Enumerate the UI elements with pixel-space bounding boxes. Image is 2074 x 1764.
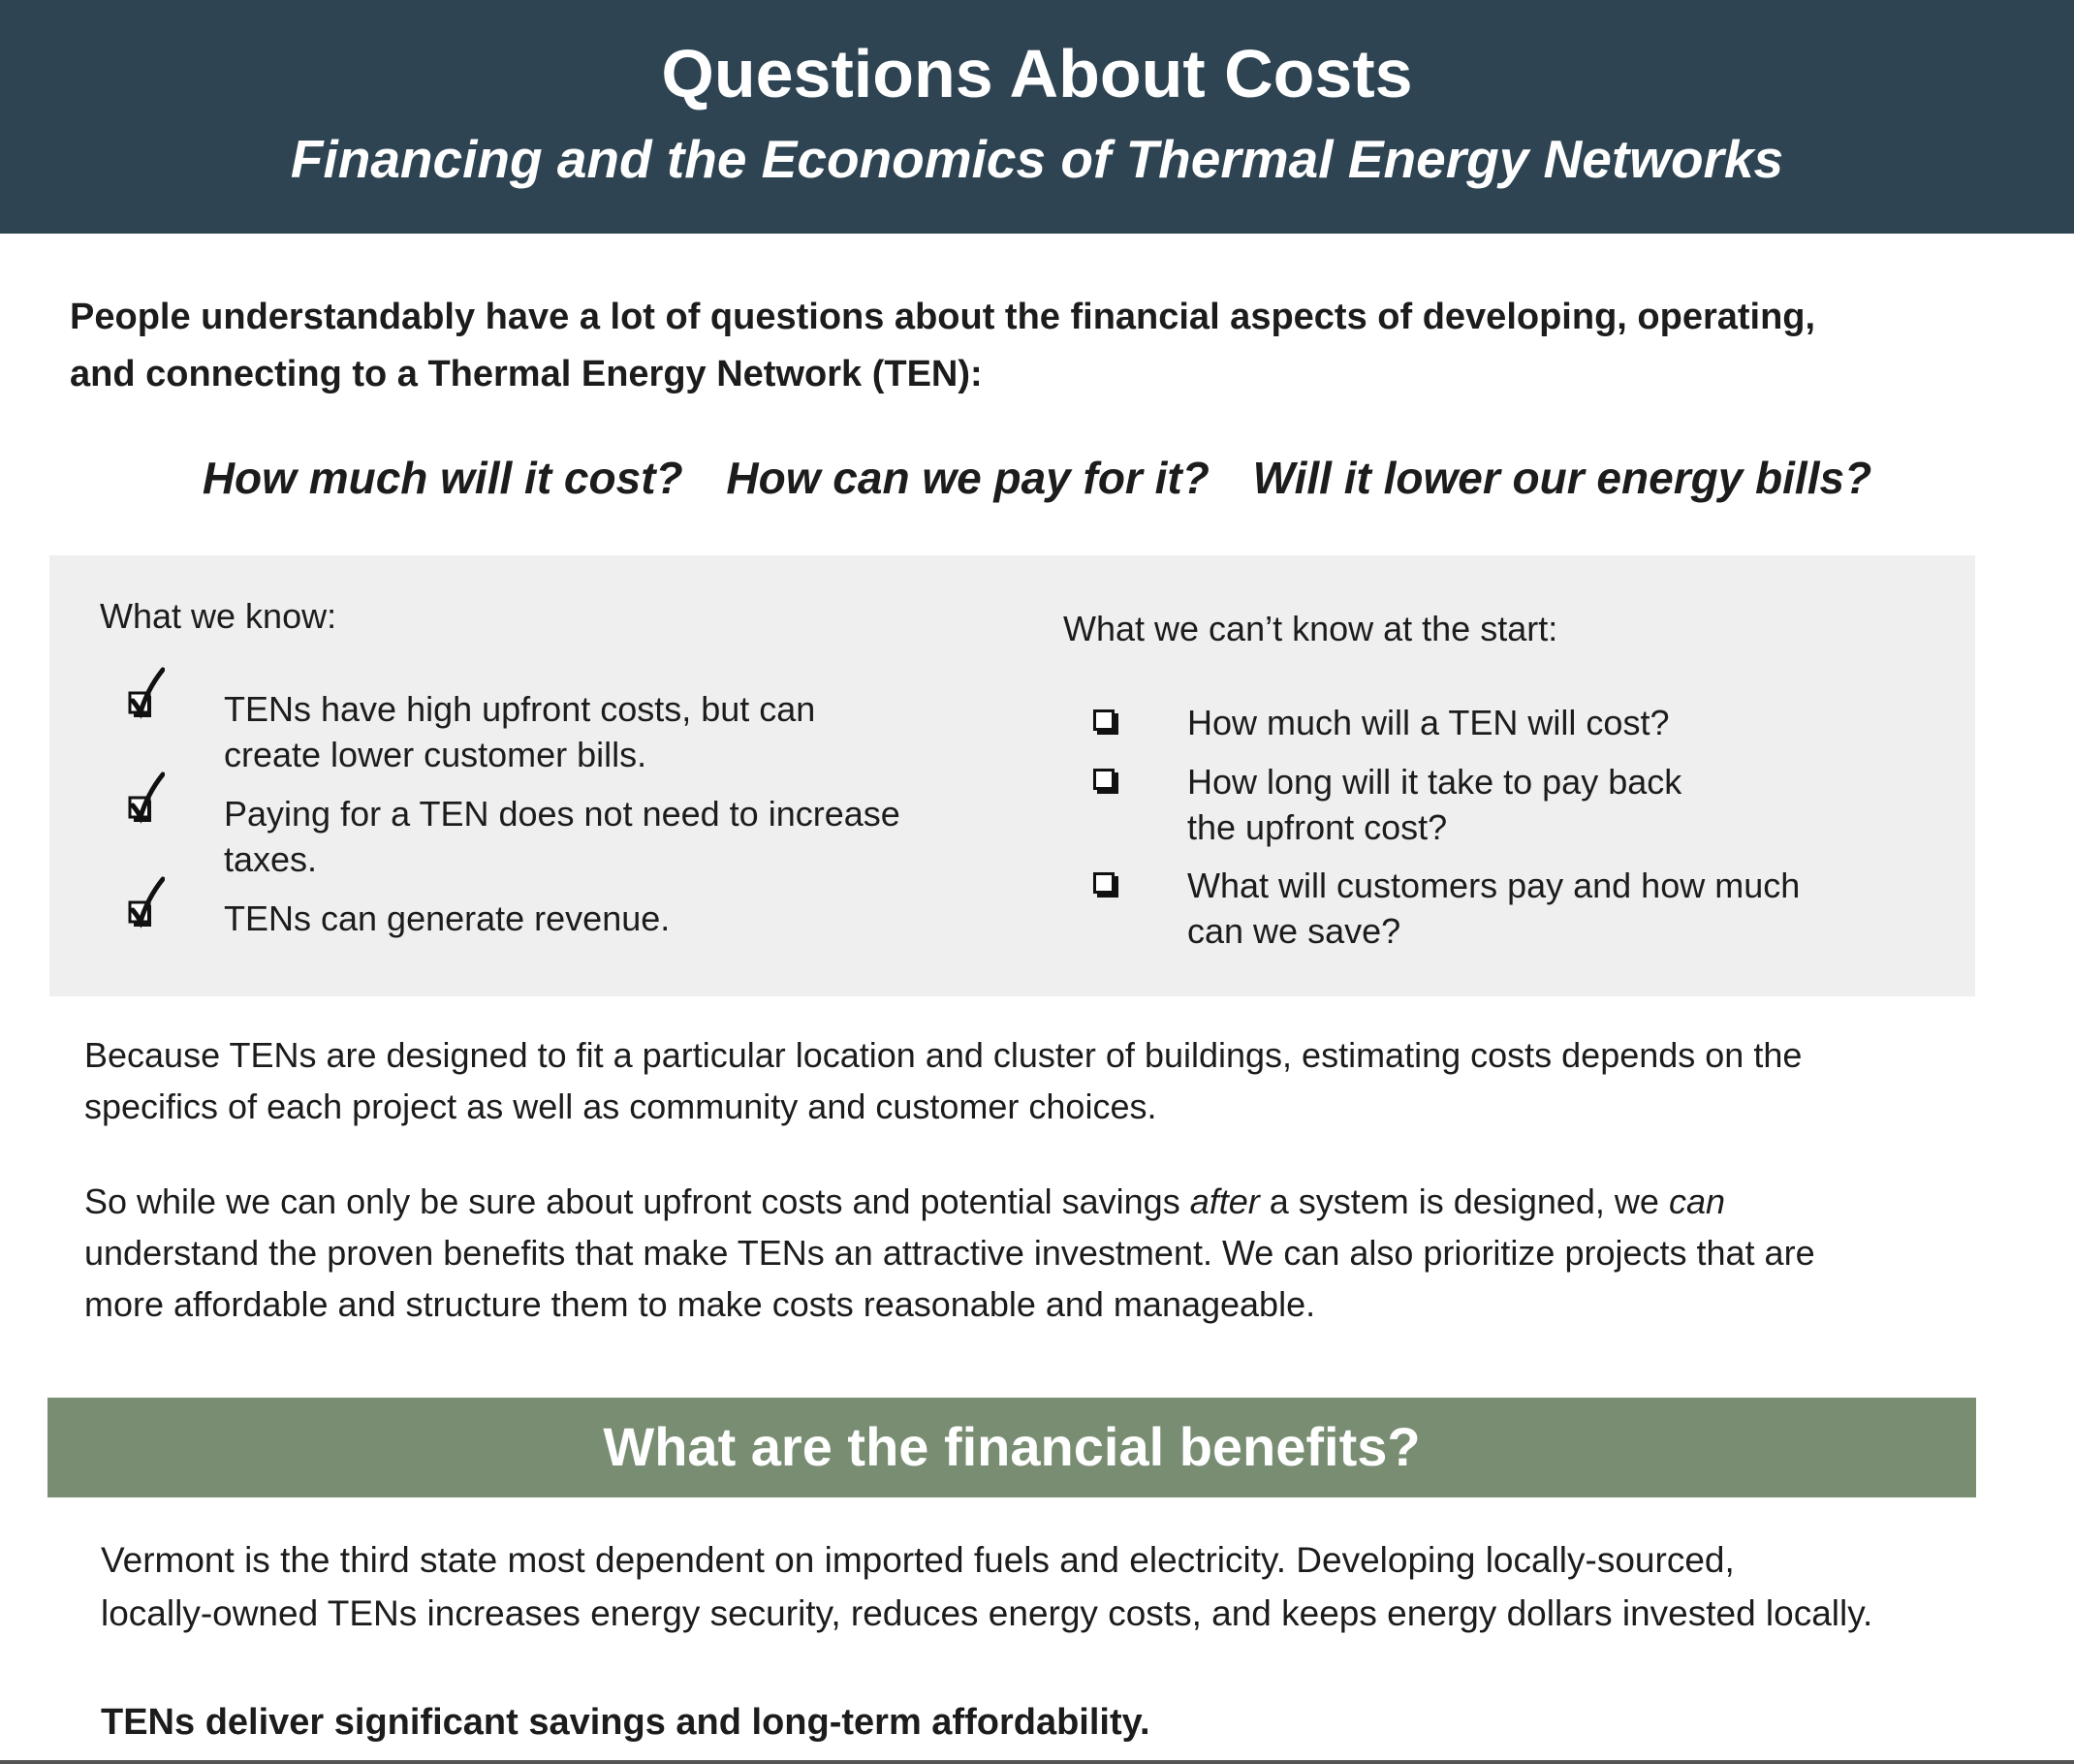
know-item — [224, 896, 670, 941]
checkbox-empty-icon — [1093, 769, 1115, 790]
page-title: Questions About Costs — [661, 36, 1413, 111]
page-subtitle: Financing and the Economics of Thermal Energy Networks — [290, 129, 1784, 189]
intro-text — [70, 289, 2027, 403]
section-heading: What are the financial benefits? — [603, 1416, 1421, 1477]
checkmark-icon — [126, 873, 165, 931]
intro-line: and connecting to a Thermal Energy Network (TEN): — [70, 354, 983, 394]
paragraph-design — [84, 1029, 2023, 1132]
know-item — [224, 686, 815, 777]
unknown-item — [1187, 700, 1669, 745]
section-banner — [47, 1398, 1976, 1497]
unknown-item-text: the upfront cost? — [1187, 807, 1448, 847]
unknown-item-text: How long will it take to pay back — [1187, 762, 1682, 802]
intro-line: People understandably have a lot of questions about the financial aspects of developing, operating, — [70, 297, 1816, 337]
unknown-heading: What we can’t know at the start: — [1063, 609, 1558, 648]
unknown-item-text: can we save? — [1187, 911, 1401, 951]
question-bills: Will it lower our energy bills? — [1252, 453, 1872, 503]
unknown-item — [1187, 759, 1681, 850]
paragraph-line: Vermont is the third state most dependent on imported fuels and electricity. Developing locally-sourced, — [101, 1540, 1735, 1580]
know-item — [224, 791, 900, 882]
know-item-text: taxes. — [224, 839, 318, 879]
checkmark-icon — [126, 664, 165, 722]
know-item-text: create lower customer bills. — [224, 735, 647, 774]
unknown-item-text: How much will a TEN will cost? — [1187, 703, 1670, 742]
question-cost: How much will it cost? — [202, 453, 683, 503]
page-edge-divider — [0, 1760, 2074, 1764]
paragraph-line: Because TENs are designed to fit a particular location and cluster of buildings, estimating costs depends on the — [84, 1035, 1803, 1075]
know-item-text: TENs have high upfront costs, but can — [224, 689, 816, 729]
know-item-text: Paying for a TEN does not need to increase — [224, 794, 900, 834]
checkmark-icon — [126, 769, 165, 827]
text-run: So while we can only be sure about upfront costs and potential savings — [84, 1181, 1190, 1221]
emphasis-can: can — [1668, 1181, 1725, 1221]
paragraph-line: specifics of each project as well as community and customer choices. — [84, 1087, 1157, 1126]
paragraph-line: locally-owned TENs increases energy security, reduces energy costs, and keeps energy dollars invested locally. — [101, 1593, 1873, 1633]
know-unknown-box — [49, 555, 1975, 996]
emphasis-after: after — [1189, 1181, 1260, 1221]
know-heading: What we know: — [100, 596, 337, 636]
closing-statement: TENs deliver significant savings and long-term affordability. — [101, 1702, 1150, 1743]
header-banner — [0, 0, 2074, 234]
paragraph-vermont — [101, 1533, 2029, 1640]
key-questions — [0, 446, 2074, 510]
paragraph-line: more affordable and structure them to make costs reasonable and manageable. — [84, 1284, 1316, 1324]
unknown-item — [1187, 863, 1800, 954]
checkbox-empty-icon — [1093, 709, 1115, 731]
paragraph-line: understand the proven benefits that make TENs an attractive investment. We can also prioritize projects that are — [84, 1233, 1815, 1273]
checkbox-empty-icon — [1093, 872, 1115, 894]
unknown-item-text: What will customers pay and how much — [1187, 866, 1801, 905]
know-item-text: TENs can generate revenue. — [224, 898, 671, 938]
question-pay: How can we pay for it? — [726, 453, 1210, 503]
paragraph-line — [84, 1176, 2023, 1227]
text-run: a system is designed, we — [1259, 1181, 1669, 1221]
paragraph-benefits-intro — [84, 1176, 2023, 1330]
